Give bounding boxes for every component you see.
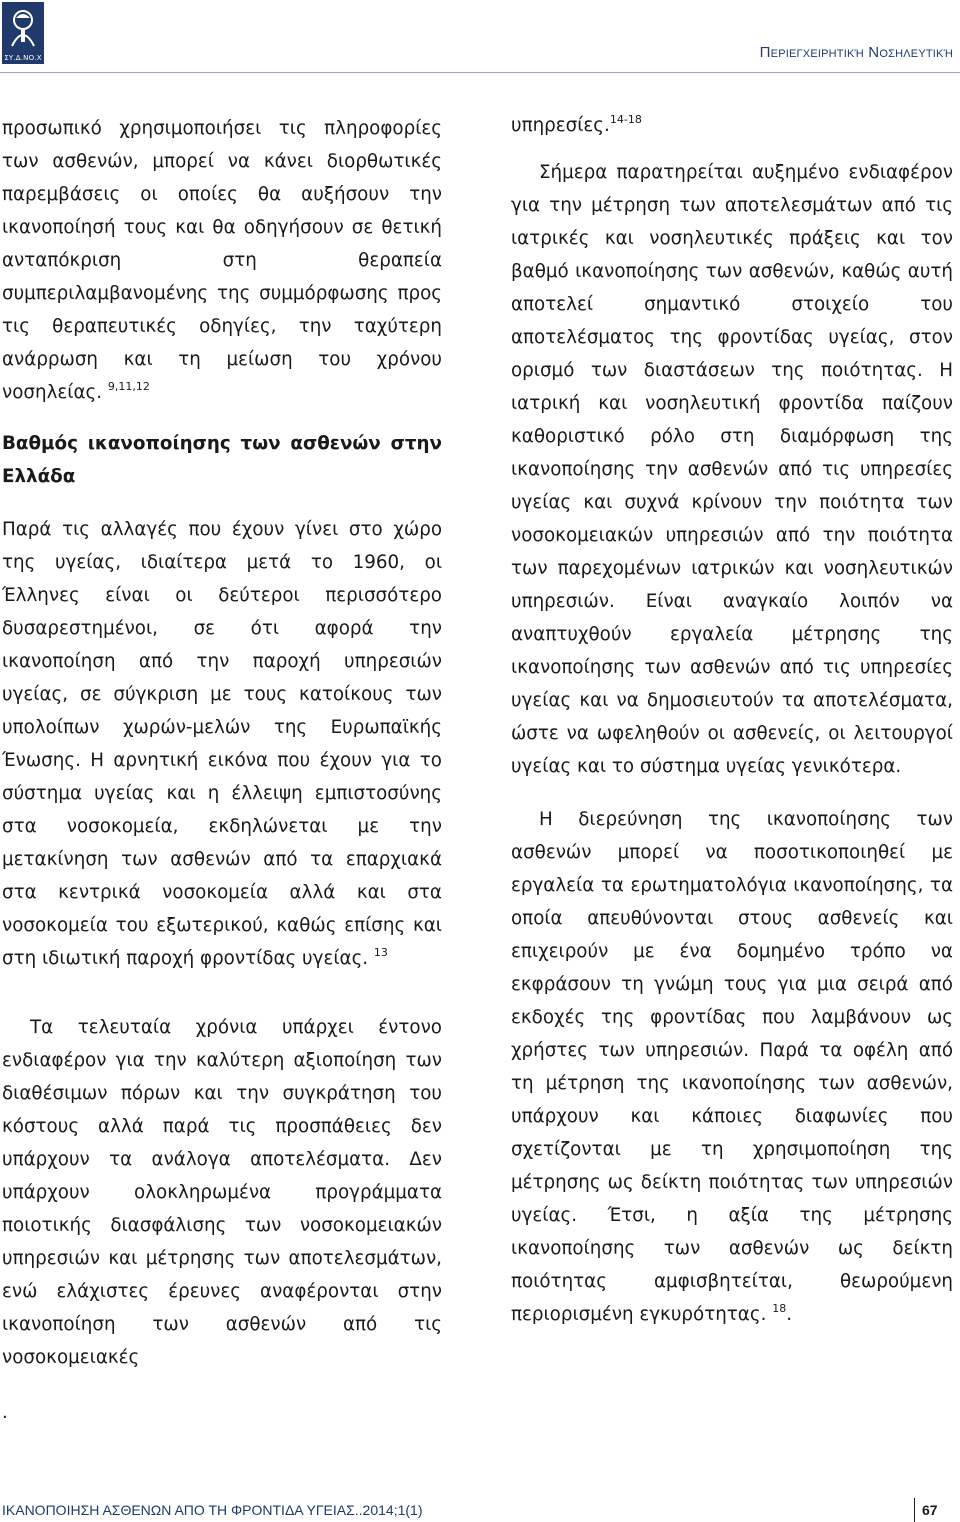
header-rule xyxy=(0,72,960,73)
section-heading: Βαθμός ικανοποίησης των ασθενών στην Ελλάδα xyxy=(2,433,442,487)
reference-superscript: 14-18 xyxy=(609,113,642,126)
journal-section-title: Περιεγχειρητική Νοσηλευτική xyxy=(759,44,953,61)
right-paragraph-1: Σήμερα παρατηρείται αυξημένο ενδιαφέρον για την μέτρηση των αποτελεσμάτων από τις ιατρικές και νοσηλευτικές πράξεις και τον βαθμό ικανοποίησης των ασθενών, καθώς αυτή αποτελεί σημαντικό στοιχείο του αποτελέσματος της φροντίδας υγείας, στον ορισμό των διαστάσεων της ποιότητας. Η ιατρική και νοσηλευτική φροντίδα παίζουν καθοριστικό ρόλο στη διαμόρφωση της ικανοποίησης την ασθενών από τις υπηρεσίες υγείας και συχνά κρίνουν την ποιότητα των νοσοκομειακών υπηρεσιών από την ποιότητα των παρεχομένων ιατρικών και νοσηλευτικών υπηρεσιών. Είναι αναγκαίο λοιπόν να αναπτυχθούν εργαλεία μέτρησης της ικανοποίησης των ασθενών από τις υπηρεσίες υγείας και να δημοσιευτούν τα αποτελέσματα, ώστε να ωφεληθούν οι ασθενείς, οι λειτουργοί υγείας και το σύστημα υγείας γενικότερα. xyxy=(511,162,953,777)
reference-superscript: 13 xyxy=(373,946,388,959)
left-paragraph-3: Τα τελευταία χρόνια υπάρχει έντονο ενδιαφέρον για την καλύτερη αξιοποίηση των διαθέσιμων πόρων και την συγκράτηση του κόστους αλλά παρά τις προσπάθειες δεν υπάρχουν τα ανάλογα αποτελέσματα. Δεν υπάρχουν ολοκληρωμένα προγράμματα ποιοτικής διασφάλισης των νοσοκομειακών υπηρεσιών και μέτρησης των αποτελεσμάτων, ενώ ελάχιστες έρευνες αναφέρονται στην ικανοποίηση των ασθενών από τις νοσοκομειακές xyxy=(2,1017,442,1368)
right-column xyxy=(511,109,953,1331)
page-number: 67 xyxy=(922,1502,938,1518)
right-paragraph-0: υπηρεσίες.$^{14-18}$ xyxy=(511,113,642,136)
reference-superscript: 9,11,12 xyxy=(107,380,150,393)
logo-text: ΣΥ.Δ.ΝΟ.Χ xyxy=(4,54,42,62)
left-paragraph-1: προσωπικό χρησιμοποιήσει τις πληροφορίες των ασθενών, μπορεί να κάνει διορθωτικές παρεμβάσεις οι οποίες θα αυξήσουν την ικανοποίησή τους και θα οδηγήσουν σε θετική ανταπόκριση στη θεραπεία συμπεριλαμβανομένης της συμμόρφωσης προς τις θεραπευτικές οδηγίες, την ταχύτερη ανάρρωση και τη μείωση του χρόνου νοσηλείας. $^{9,11,12}$ xyxy=(2,118,442,403)
trailing-dot: . xyxy=(2,1402,8,1423)
left-paragraph-2: Παρά τις αλλαγές που έχουν γίνει στο χώρο της υγείας, ιδιαίτερα μετά το 1960, οι Έλληνες είναι οι δεύτεροι περισσότερο δυσαρεστημένοι, σε ότι αφορά την ικανοποίηση από την παροχή υπηρεσιών υγείας, σε σύγκριση με τους κατοίκους των υπολοίπων χωρών-μελών της Ευρωπαϊκής Ένωσης. Η αρνητική εικόνα που έχουν για το σύστημα υγείας και η έλλειψη εμπιστοσύνης στα νοσοκομεία, εκδηλώνεται με την μετακίνηση των ασθενών από τα επαρχιακά στα κεντρικά νοσοκομεία αλλά και στα νοσοκομεία του εξωτερικού, καθώς επίσης και στη ιδιωτική παροχή φροντίδας υγείας. $^{13}$ xyxy=(2,519,442,969)
footer-separator xyxy=(914,1498,915,1522)
nurse-emblem-icon xyxy=(6,6,40,50)
journal-logo xyxy=(2,2,44,64)
right-paragraph-2: Η διερεύνηση της ικανοποίησης των ασθενών μπορεί να ποσοτικοποιηθεί με εργαλεία τα ερωτηματολόγια ικανοποίησης, τα οποία απευθύνονται στους ασθενείς και επιχειρούν με ένα δομημένο τρόπο να εκφράσουν τη γνώμη τους για μια σειρά από εκδοχές της φροντίδας που λαμβάνουν ως χρήστες των υπηρεσιών. Παρά τα οφέλη από τη μέτρηση της ικανοποίησης των ασθενών, υπάρχουν και κάποιες διαφωνίες που σχετίζονται με τη χρησιμοποίηση της μέτρησης ως δείκτη ποιότητας των υπηρεσιών υγείας. Έτσι, η αξία της μέτρησης ικανοποίησης των ασθενών ως δείκτη ποιότητας αμφισβητείται, θεωρούμενη περιορισμένη εγκυρότητας. $^{18}$. xyxy=(511,809,953,1325)
reference-superscript: 18 xyxy=(772,1302,787,1315)
footer-journal-citation: ΙΚΑΝΟΠΟΙΗΣΗ ΑΣΘΕΝΩΝ ΑΠΟ ΤΗ ΦΡΟΝΤΙΔΑ ΥΓΕΙΑΣ..2014;1(1) xyxy=(2,1502,423,1518)
left-column xyxy=(2,112,442,1374)
